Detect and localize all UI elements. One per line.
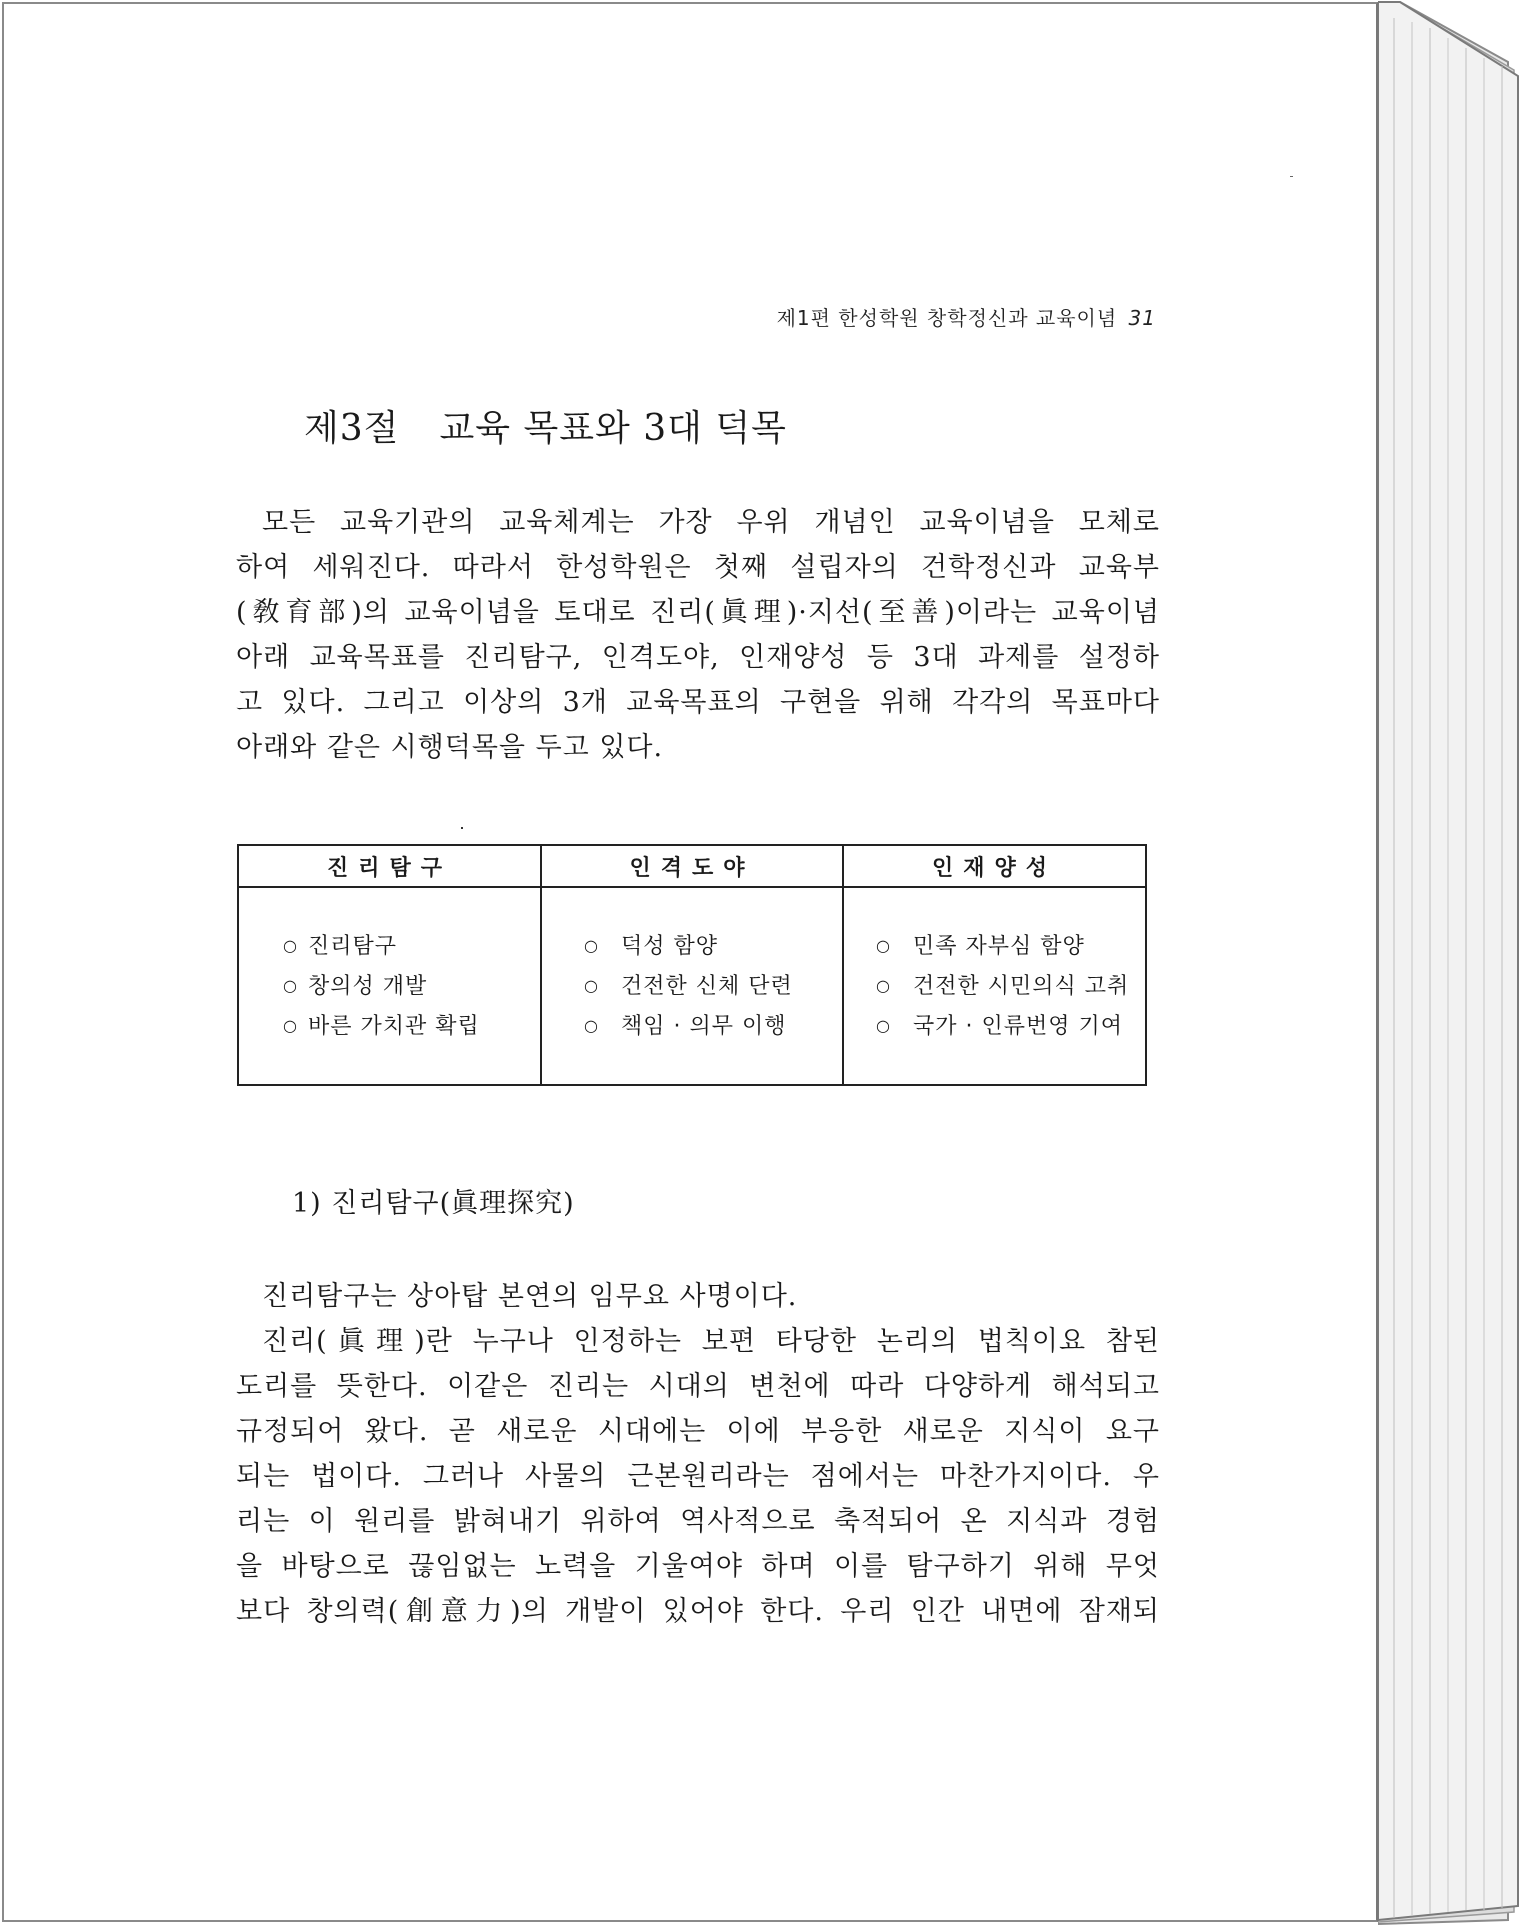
body-line-7: 을 바탕으로 끊임없는 노력을 기울여야 하며 이를 탐구하기 위해 무엇 — [236, 1551, 1160, 1582]
list-item — [584, 966, 842, 1006]
running-head-text: 제1편 한성학원 창학정신과 교육이념 — [776, 306, 1118, 330]
intro-line-5: 고 있다. 그리고 이상의 3개 교육목표의 구현을 위해 각각의 목표마다 — [236, 687, 1160, 718]
list-item-text: 건전한 시민의식 고취 — [912, 974, 1130, 999]
bullet-icon: ○ — [876, 1016, 891, 1035]
virtues-table — [237, 844, 1147, 1086]
speck — [1290, 176, 1293, 177]
list-item-text: 책임 · 의무 이행 — [620, 1014, 787, 1039]
subsection-title: 1) 진리탐구(眞理探究) — [292, 1188, 575, 1219]
intro-line-4: 아래 교육목표를 진리탐구, 인격도야, 인재양성 등 3대 과제를 설정하 — [236, 642, 1160, 673]
list-item — [876, 926, 1145, 966]
list-item-text: 바른 가치관 확립 — [307, 1014, 480, 1039]
list-item-text: 창의성 개발 — [307, 974, 428, 999]
list-item — [584, 1006, 842, 1046]
book-page-stack — [1378, 0, 1522, 1926]
list-item — [876, 966, 1145, 1006]
list-item — [584, 926, 842, 966]
section-title-text: 교육 목표와 3대 덕목 — [439, 408, 787, 449]
bullet-icon: ○ — [584, 936, 599, 955]
page-number: 31 — [1128, 306, 1156, 330]
speck — [461, 827, 463, 829]
body-line-5: 되는 법이다. 그러나 사물의 근본원리라는 점에서는 마찬가지이다. 우 — [236, 1461, 1160, 1492]
running-head — [704, 302, 1156, 331]
bullet-icon: ○ — [283, 1016, 298, 1035]
bullet-icon: ○ — [876, 936, 891, 955]
body-line-6: 리는 이 원리를 밝혀내기 위하여 역사적으로 축적되어 온 지식과 경험 — [236, 1506, 1160, 1537]
bullet-icon: ○ — [876, 976, 891, 995]
body-line-2: 진리(眞理)란 누구나 인정하는 보편 타당한 논리의 법칙이요 참된 — [262, 1326, 1160, 1357]
list-item — [283, 926, 540, 966]
bullet-icon: ○ — [283, 976, 298, 995]
bullet-icon: ○ — [584, 976, 599, 995]
intro-line-2: 하여 세워진다. 따라서 한성학원은 첫째 설립자의 건학정신과 교육부 — [236, 552, 1160, 583]
section-title — [304, 400, 787, 451]
list-item-text: 덕성 함양 — [620, 934, 718, 959]
body-paragraph — [236, 1274, 1160, 1634]
table-cell-truth — [239, 887, 541, 1084]
list-item — [283, 966, 540, 1006]
list-item-text: 진리탐구 — [307, 934, 397, 959]
table-header-character: 인격도야 — [541, 846, 843, 887]
table-header-talent: 인재양성 — [843, 846, 1145, 887]
list-item — [283, 1006, 540, 1046]
body-line-1: 진리탐구는 상아탑 본연의 임무요 사명이다. — [262, 1281, 798, 1312]
list-item-text: 건전한 신체 단련 — [620, 974, 793, 999]
section-number: 제3절 — [304, 408, 400, 449]
intro-line-6: 아래와 같은 시행덕목을 두고 있다. — [236, 732, 664, 763]
list-item-text: 민족 자부심 함양 — [912, 934, 1085, 959]
table-cell-character — [541, 887, 843, 1084]
list-item-text: 국가 · 인류번영 기여 — [912, 1014, 1123, 1039]
bullet-icon: ○ — [584, 1016, 599, 1035]
book-page — [2, 2, 1378, 1922]
intro-line-1: 모든 교육기관의 교육체계는 가장 우위 개념인 교육이념을 모체로 — [262, 507, 1160, 538]
body-line-3: 도리를 뜻한다. 이같은 진리는 시대의 변천에 따라 다양하게 해석되고 — [236, 1371, 1160, 1402]
list-item — [876, 1006, 1145, 1046]
intro-paragraph — [236, 500, 1160, 770]
table-cell-talent — [843, 887, 1145, 1084]
body-line-4: 규정되어 왔다. 곧 새로운 시대에는 이에 부응한 새로운 지식이 요구 — [236, 1416, 1160, 1447]
body-line-8: 보다 창의력(創意力)의 개발이 있어야 한다. 우리 인간 내면에 잠재되 — [236, 1596, 1160, 1627]
table-header-truth: 진리탐구 — [239, 846, 541, 887]
virtues-table-grid — [239, 846, 1145, 1084]
intro-line-3: (敎育部)의 교육이념을 토대로 진리(眞理)·지선(至善)이라는 교육이념 — [236, 597, 1160, 628]
bullet-icon: ○ — [283, 936, 298, 955]
